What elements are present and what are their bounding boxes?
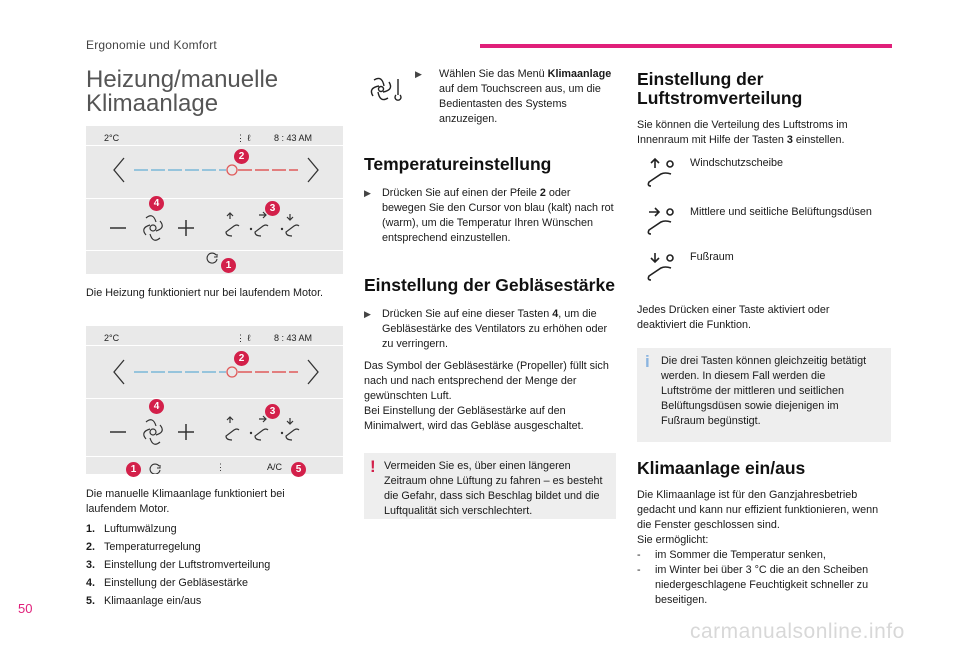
badge-3: 3 xyxy=(265,201,280,216)
status-temp: 2°C xyxy=(104,333,120,343)
badge-5: 5 xyxy=(291,462,306,477)
badge-4: 4 xyxy=(149,196,164,211)
list-item: - im Winter bei über 3 °C die an den Scheiben niedergeschlagene Feuchtigkeit schneller zu beseitigen. xyxy=(637,564,869,606)
temp-cursor-icon xyxy=(227,165,237,175)
ac-heading: Klimaanlage ein/aus xyxy=(637,458,806,478)
ac-paragraph: Die Klimaanlage ist für den Ganzjahresbetrieb gedacht und kann nur effizient funktionieren, wenn die Fenster geschlossen sind. Sie ermöglicht: - im Sommer die Temperatur senken, - im Winter bei über 3 °C die an den Scheiben niedergeschlagene Feuchtigkeit schneller zu beseitigen. xyxy=(637,488,895,608)
distribution-heading: Einstellung der Luftstromverteilung xyxy=(637,69,803,108)
list-item: 3. Einstellung der Luftstromverteilung xyxy=(86,559,271,571)
warning-box: ! Vermeiden Sie es, über einen längeren Zeitraum ohne Lüftung zu fahren – es besteht die Gefahr, dass sich Beschlag bildet und die Luftqualität sich verschlechtert. xyxy=(364,453,616,519)
status-icons: ⋮ ℓ xyxy=(236,133,251,143)
screen1-controls xyxy=(86,126,343,274)
badge-2: 2 xyxy=(234,351,249,366)
fan-instruction: ▶ Drücken Sie auf eine dieser Tasten 4, um die Gebläsestärke des Ventilators zu erhöhen oder zu verringern. xyxy=(364,308,608,350)
option-windscreen: Windschutzscheibe xyxy=(690,157,784,169)
distribution-intro: Sie können die Verteilung des Luftstroms im Innenraum mit Hilfe der Tasten 3 einstellen. xyxy=(637,119,848,146)
list-item: 1. Luftumwälzung xyxy=(86,523,177,535)
accent-bar xyxy=(480,44,892,48)
list-item: 4. Einstellung der Gebläsestärke xyxy=(86,577,249,589)
temp-cursor-icon xyxy=(227,367,237,377)
badge-1: 1 xyxy=(126,462,141,477)
toggle-paragraph: Jedes Drücken einer Taste aktiviert oder deaktiviert die Funktion. xyxy=(637,304,830,331)
recirculation-icon xyxy=(150,464,160,474)
climate-menu-icon xyxy=(370,74,404,104)
temp-right-arrow-icon xyxy=(308,158,318,182)
distribution-icons xyxy=(226,416,299,440)
temp-right-arrow-icon xyxy=(308,360,318,384)
temp-heading: Temperatureinstellung xyxy=(364,154,552,174)
list-item: - im Sommer die Temperatur senken, xyxy=(637,549,826,561)
info-icon: i xyxy=(645,352,650,371)
screen1-caption: Die Heizung funktioniert nur bei laufendem Motor. xyxy=(86,287,324,299)
temp-left-arrow-icon xyxy=(114,158,124,182)
fan-icon xyxy=(144,216,163,241)
badge-2: 2 xyxy=(234,149,249,164)
status-time: 8 : 43 AM xyxy=(274,133,313,143)
distribution-icons xyxy=(226,212,299,236)
climate-screen-heating xyxy=(86,126,343,274)
fan-heading: Einstellung der Gebläsestärke xyxy=(364,275,615,295)
badge-1: 1 xyxy=(221,258,236,273)
temp-left-arrow-icon xyxy=(114,360,124,384)
watermark: carmanualsonline.info xyxy=(690,620,905,643)
section-header: Ergonomie und Komfort xyxy=(86,38,217,52)
fan-paragraph: Das Symbol der Gebläsestärke (Propeller) füllt sich nach und nach entsprechend der Menge der gewünschten Luft. Bei Einstellung der Gebläsestärke auf den Minimalwert, wird das Gebläse ausgeschaltet. xyxy=(364,360,609,432)
footwell-icon xyxy=(645,250,679,284)
ac-label: A/C xyxy=(267,462,283,472)
svg-text:⋮: ⋮ xyxy=(216,462,225,472)
badge-3: 3 xyxy=(265,404,280,419)
info-box: i Die drei Tasten können gleichzeitig betätigt werden. In diesem Fall werden die Luftströme der mittleren und seitlichen Belüftungsdüsen sowie diejenigen im Fußraum begünstigt. xyxy=(637,348,891,442)
badge-4: 4 xyxy=(149,399,164,414)
option-footwell: Fußraum xyxy=(690,251,734,263)
page-title: Heizung/manuelle Klimaanlage xyxy=(86,66,279,117)
warning-icon: ! xyxy=(370,457,376,476)
windscreen-icon xyxy=(645,156,679,190)
screen2-caption: Die manuelle Klimaanlage funktioniert bei laufendem Motor. xyxy=(86,488,285,515)
screen2-controls xyxy=(86,326,343,474)
fan-icon xyxy=(144,420,163,445)
menu-instruction: ▶ Wählen Sie das Menü Klimaanlage auf dem Touchscreen aus, um die Bedientasten des Systems anzuzeigen. xyxy=(415,68,612,125)
list-item: 2. Temperaturregelung xyxy=(86,541,201,553)
temp-instruction: ▶ Drücken Sie auf einen der Pfeile 2 oder bewegen Sie den Cursor von blau (kalt) nach rot (warm), um die Temperatur Ihren Wünschen entsprechend einzustellen. xyxy=(364,187,614,244)
page-number: 50 xyxy=(18,601,33,616)
status-icons: ⋮ ℓ xyxy=(236,333,251,343)
legend-list xyxy=(86,522,270,609)
recirculation-icon xyxy=(207,253,217,263)
vents-icon xyxy=(645,204,679,238)
climate-screen-ac xyxy=(86,326,343,474)
option-vents: Mittlere und seitliche Belüftungsdüsen xyxy=(690,206,872,218)
status-temp: 2°C xyxy=(104,133,120,143)
list-item: 5. Klimaanlage ein/aus xyxy=(86,595,202,607)
status-time: 8 : 43 AM xyxy=(274,333,313,343)
